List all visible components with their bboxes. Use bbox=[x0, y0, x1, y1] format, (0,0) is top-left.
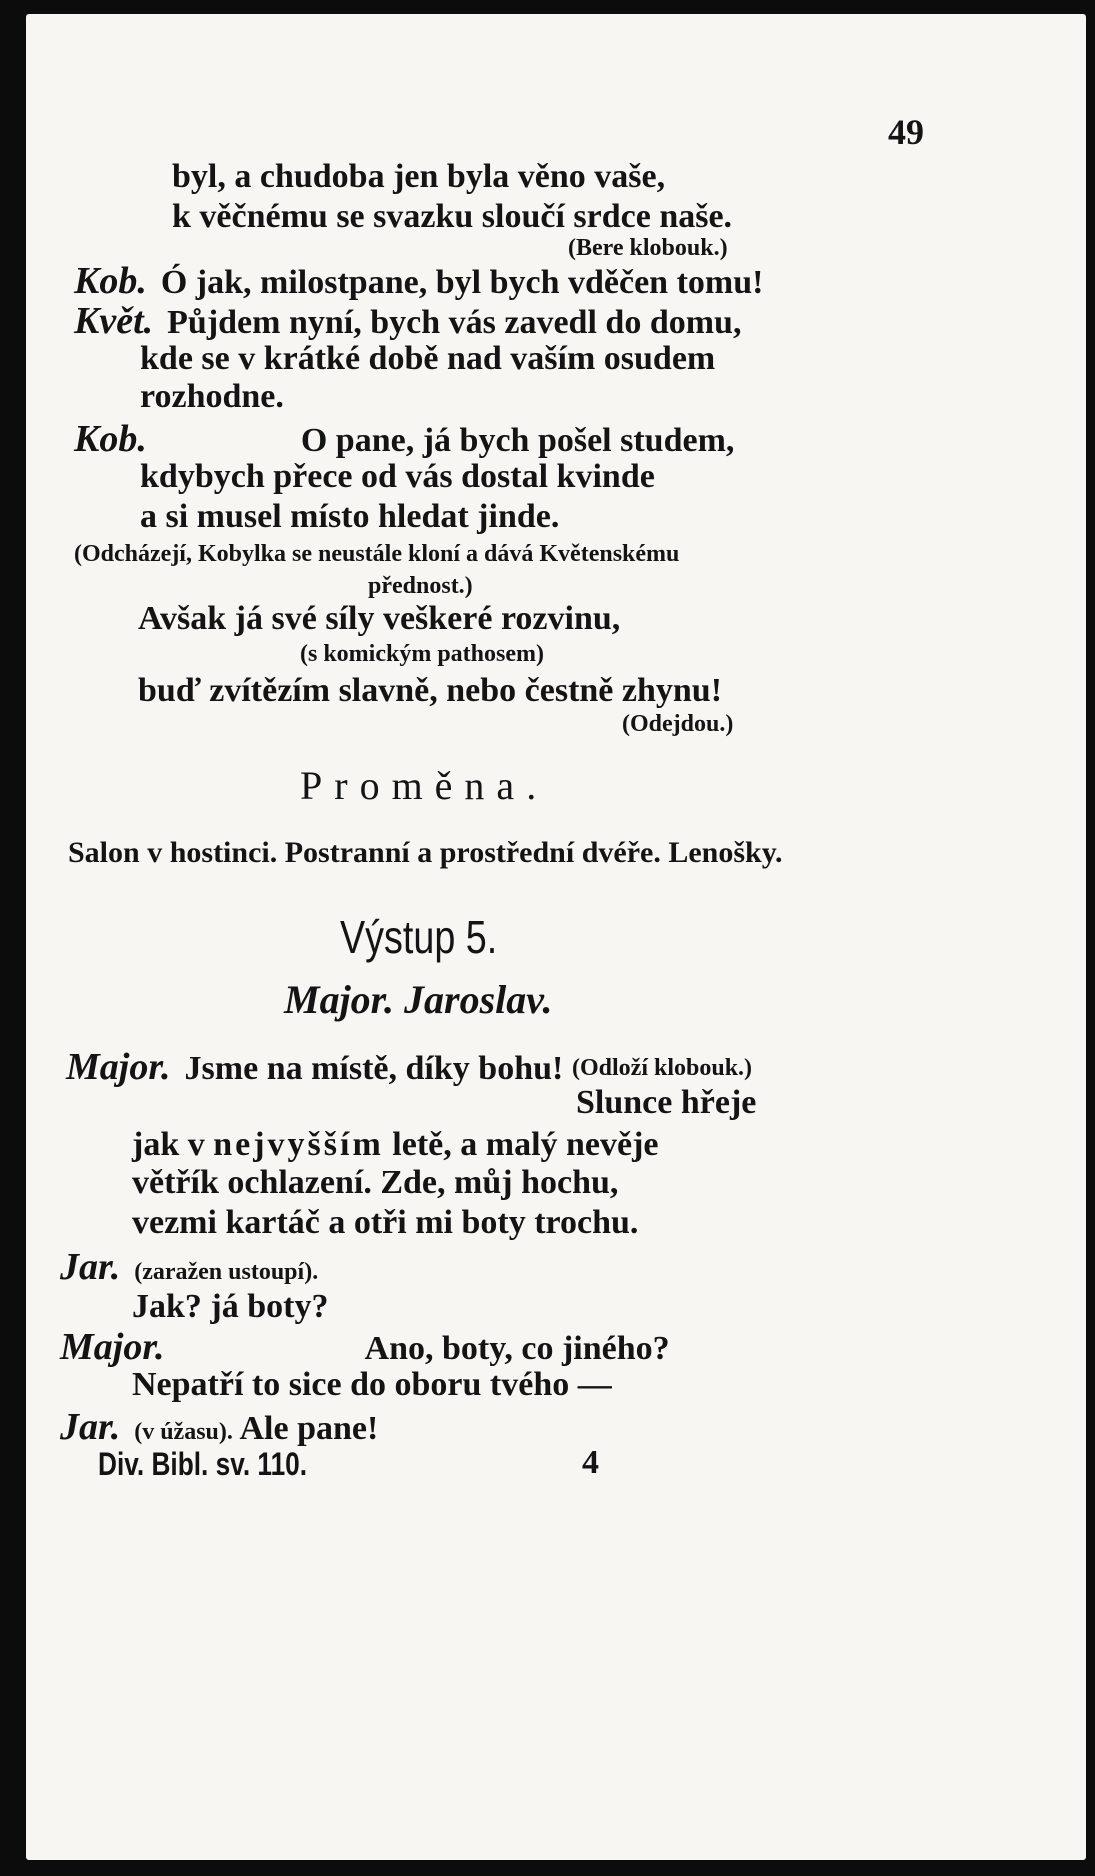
verse-text: O pane, já bych pošel studem, bbox=[300, 422, 735, 459]
scene-characters: Major. Jaroslav. bbox=[284, 977, 553, 1022]
verse-line: Jak? já boty? bbox=[132, 1288, 329, 1325]
verse-text: Ó jak, milostpane, byl bych vděčen tomu! bbox=[160, 264, 764, 301]
verse-line: rozhodne. bbox=[140, 378, 284, 415]
verse-text: letě, a malý nevěje bbox=[392, 1126, 659, 1163]
dialogue-line bbox=[60, 1328, 670, 1366]
dialogue-line bbox=[74, 302, 741, 340]
dialogue-line bbox=[74, 420, 734, 458]
verse-line: k věčnému se svazku sloučí srdce naše. bbox=[172, 198, 733, 235]
scene-setting: Salon v hostinci. Postranní a prostřední dvéře. Lenošky. bbox=[68, 836, 783, 869]
speaker-name: Major. bbox=[60, 1326, 165, 1368]
verse-line: byl, a chudoba jen byla věno vaše, bbox=[172, 158, 666, 195]
book-page bbox=[26, 14, 1086, 1860]
stage-direction: (v úžasu). bbox=[134, 1419, 233, 1445]
stage-direction: (Odejdou.) bbox=[622, 711, 734, 737]
verse-line: Avšak já své síly veškeré rozvinu, bbox=[138, 600, 621, 637]
dialogue-line bbox=[60, 1248, 318, 1286]
sheet-number: 4 bbox=[582, 1444, 599, 1481]
speaker-name: Kob. bbox=[74, 418, 147, 460]
dialogue-line bbox=[66, 1048, 563, 1086]
verse-line: a si musel místo hledat jinde. bbox=[140, 498, 560, 535]
verse-line: kde se v krátké době nad vaším osudem bbox=[140, 340, 716, 377]
speaker-name: Jar. bbox=[60, 1406, 121, 1448]
stage-direction: (Odloží klobouk.) bbox=[572, 1055, 753, 1081]
verse-line: Nepatří to sice do oboru tvého — bbox=[132, 1366, 612, 1403]
speaker-name: Květ. bbox=[74, 300, 154, 342]
verse-line: buď zvítězím slavně, nebo čestně zhynu! bbox=[138, 672, 723, 709]
scene-heading: Výstup 5. bbox=[340, 911, 498, 963]
verse-line: větřík ochlazení. Zde, můj hochu, bbox=[132, 1164, 619, 1201]
stage-direction: přednost.) bbox=[368, 573, 473, 599]
speaker-name: Major. bbox=[66, 1046, 171, 1088]
speaker-name: Kob. bbox=[74, 260, 147, 302]
speaker-name: Jar. bbox=[60, 1246, 121, 1288]
verse-text: Ale pane! bbox=[239, 1410, 379, 1447]
scene-change-heading: Proměna. bbox=[300, 763, 549, 808]
stage-direction: (Odcházejí, Kobylka se neustále kloní a dává Květenskému bbox=[74, 541, 680, 567]
dialogue-line bbox=[60, 1408, 378, 1446]
stage-direction: (zaražen ustoupí). bbox=[134, 1259, 319, 1285]
dialogue-line bbox=[74, 262, 763, 300]
stage-direction: (Bere klobouk.) bbox=[568, 235, 728, 261]
page-number: 49 bbox=[888, 112, 924, 152]
verse-line: vezmi kartáč a otři mi boty trochu. bbox=[132, 1204, 639, 1241]
stage-direction: (s komickým pathosem) bbox=[300, 641, 544, 667]
verse-text: Jsme na místě, díky bohu! bbox=[184, 1050, 564, 1087]
footer-signature: Div. Bibl. sv. 110. bbox=[98, 1446, 308, 1482]
verse-line: kdybych přece od vás dostal kvinde bbox=[140, 458, 655, 495]
verse-text: Ano, boty, co jiného? bbox=[364, 1330, 670, 1367]
verse-line bbox=[132, 1128, 659, 1162]
verse-text: Půjdem nyní, bych vás zavedl do domu, bbox=[167, 304, 742, 341]
verse-text-spaced: nejvyšším bbox=[213, 1126, 384, 1163]
verse-line: Slunce hřeje bbox=[576, 1084, 757, 1121]
verse-text: jak v bbox=[132, 1126, 205, 1163]
